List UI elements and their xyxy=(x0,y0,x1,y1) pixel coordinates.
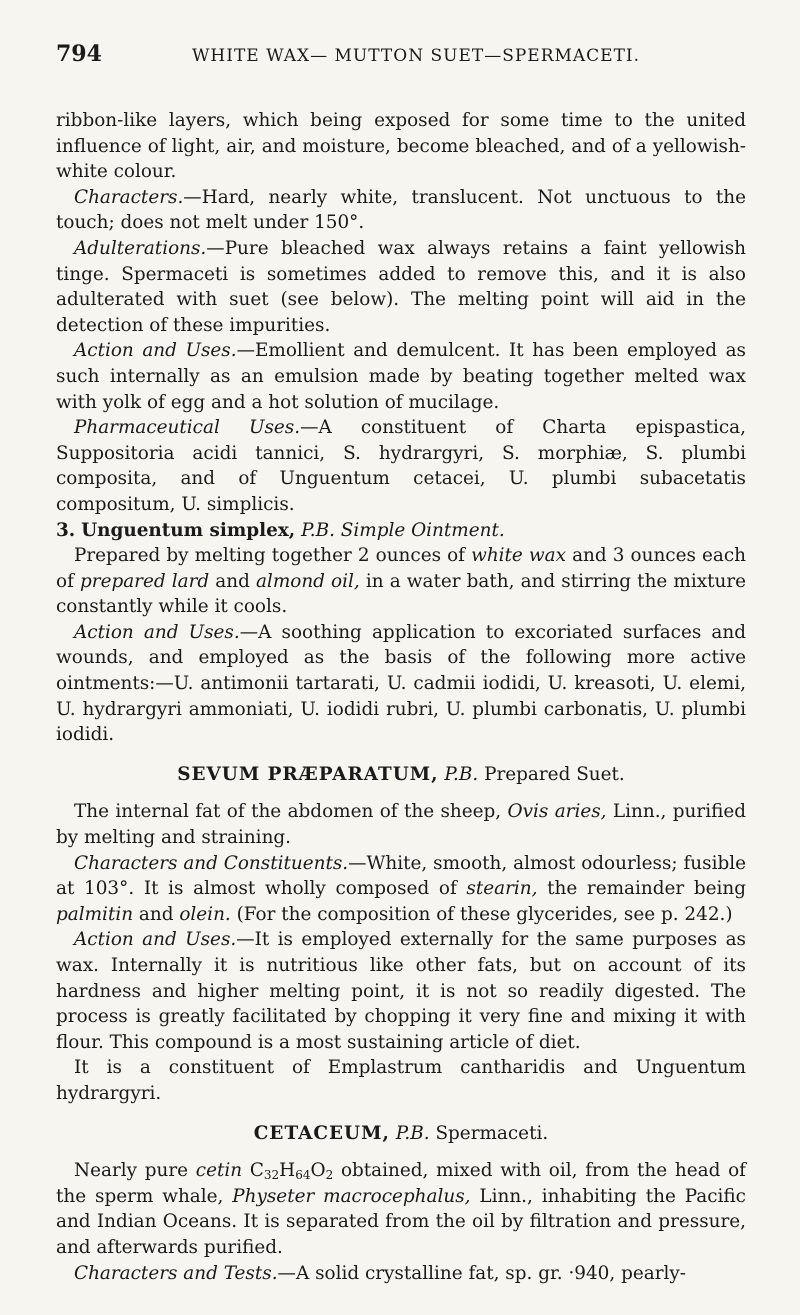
sevum-action-text: —It is employed externally for the same purposes as wax. Internally it is nutritious like other fats, but on account of its hardness and higher melting point, it is not so readily digested. The process is greatly facilitated by chopping it very fine and mixing it with flour. This compound is a most sustaining article of diet. xyxy=(56,929,746,1053)
sevum-heading-english: Prepared Suet. xyxy=(484,763,625,785)
cetaceum-heading-title: CETACEUM, xyxy=(253,1122,390,1144)
cetaceum-characters xyxy=(56,1261,746,1287)
sevum-heading xyxy=(56,762,746,788)
wax-continuation: ribbon-like layers, which being exposed for some time to the united influence of light, air, and moisture, become bleached, and of a yellowish-white colour. xyxy=(56,110,746,183)
running-title: WHITE WAX— MUTTON SUET—SPERMACETI. xyxy=(191,46,641,66)
formula-h-sub: 64 xyxy=(295,1168,311,1183)
prep-text-1: Prepared by melting together 2 ounces of xyxy=(74,545,472,567)
formula-o-sub: 2 xyxy=(325,1168,334,1183)
cetaceum-intro xyxy=(56,1158,746,1260)
cetaceum-heading xyxy=(56,1121,746,1147)
cetin-formula xyxy=(250,1160,333,1181)
unguentum-pb: P.B. xyxy=(301,519,335,541)
sevum-stearin: stearin, xyxy=(466,878,538,900)
unguentum-name: Unguentum simplex, xyxy=(81,519,296,541)
sevum-char-2: the remainder being xyxy=(537,878,746,900)
wax-pharm-label: Pharmaceutical Uses. xyxy=(74,417,301,439)
page-number: 794 xyxy=(56,41,102,67)
formula-c-sub: 32 xyxy=(263,1168,280,1183)
unguentum-action-text: —A soothing application to excoriated surfaces and wounds, and employed as the basis of the following more active ointments:—U. antimonii tartarati, U. cadmii iodidi, U. kreasoti, U. elemi, U. hydrargyri ammoniati, U. iodidi rubri, U. plumbi carbonatis, U. plumbi iodidi. xyxy=(56,621,747,746)
wax-characters-text: —Hard, nearly white, translucent. Not unctuous to the touch; does not melt under 150°. xyxy=(56,186,746,234)
cetaceum-heading-pb: P.B. xyxy=(395,1122,430,1144)
wax-adulterations xyxy=(56,236,746,338)
cetaceum-characters-label: Characters and Tests. xyxy=(74,1262,278,1284)
sevum-intro-1: The internal fat of the abdomen of the sheep, xyxy=(74,801,508,823)
prep-almond-oil: almond oil, xyxy=(255,570,360,592)
formula-c: C xyxy=(249,1160,264,1182)
sevum-char-4: (For the composition of these glycerides, see p. 242.) xyxy=(230,903,733,925)
sevum-action xyxy=(56,927,746,1055)
formula-o: O xyxy=(310,1160,326,1182)
unguentum-preparation xyxy=(56,543,746,620)
cetaceum-cetin: cetin xyxy=(195,1160,243,1182)
sevum-olein: olein. xyxy=(179,903,231,925)
sevum-char-1: —White, smooth, almost odourless; fusible at 103°. It is almost wholly composed of xyxy=(56,852,746,900)
cetaceum-heading-english: Spermaceti. xyxy=(435,1122,549,1144)
sevum-action-label: Action and Uses. xyxy=(74,929,237,951)
wax-characters-label: Characters. xyxy=(74,186,184,208)
unguentum-heading xyxy=(56,518,746,544)
wax-action-text: —Emollient and demulcent. It has been employed as such internally as an emulsion made by beating together melted wax with yolk of egg and a hot solution of mucilage. xyxy=(56,340,746,413)
sevum-constituent: It is a constituent of Emplastrum cantharidis and Unguentum hydrargyri. xyxy=(56,1057,746,1104)
cetaceum-species: Physeter macrocephalus, xyxy=(232,1185,471,1207)
sevum-intro-2: Linn., purified by melting and straining. xyxy=(56,801,746,849)
cetaceum-characters-text: —A solid crystalline fat, sp. gr. ·940, pearly- xyxy=(277,1262,686,1284)
wax-pharm-text: —A constituent of Charta epispastica, Suppositoria acidi tannici, S. hydrargyri, S. morphiæ, S. plumbi composita, and of Unguentum cetacei, U. plumbi subacetatis compositum, U. simplicis. xyxy=(56,417,746,515)
sevum-species: Ovis aries, xyxy=(507,801,607,823)
sevum-heading-title: SEVUM PRÆPARATUM, xyxy=(177,763,439,785)
unguentum-english: Simple Ointment. xyxy=(340,519,505,541)
running-head xyxy=(56,42,746,82)
wax-adulterations-text: —Pure bleached wax always retains a faint yellowish tinge. Spermaceti is sometimes added to remove this, and it is also adulterated with suet (see below). The melting point will aid in the detection of these impurities. xyxy=(56,237,746,336)
formula-h: H xyxy=(279,1160,296,1182)
wax-adulterations-label: Adulterations. xyxy=(74,237,207,259)
prep-text-3: and xyxy=(209,570,256,592)
cetaceum-intro-1: Nearly pure xyxy=(74,1160,196,1182)
prep-text-4: in a water bath, and stirring the mixture constantly while it cools. xyxy=(56,570,747,618)
wax-pharmaceutical xyxy=(56,415,746,517)
sevum-heading-pb: P.B. xyxy=(444,763,479,785)
book-page xyxy=(56,42,746,1286)
cetaceum-intro-2: obtained, mixed with oil, from the head of the sperm whale, xyxy=(56,1160,746,1207)
unguentum-number: 3. xyxy=(56,519,76,541)
prep-lard: prepared lard xyxy=(80,570,210,592)
unguentum-action xyxy=(56,620,746,748)
wax-action-label: Action and Uses. xyxy=(74,340,237,362)
sevum-characters-label: Characters and Constituents. xyxy=(74,852,349,874)
sevum-char-3: and xyxy=(133,903,180,925)
unguentum-action-label: Action and Uses. xyxy=(74,621,240,643)
prep-text-2: and 3 ounces each of xyxy=(56,545,746,592)
sevum-palmitin: palmitin xyxy=(56,903,134,925)
cetaceum-intro-3: Linn., inhabiting the Pacific and Indian Oceans. It is separated from the oil by filtration and pressure, and afterwards purified. xyxy=(56,1185,746,1258)
wax-characters xyxy=(56,185,746,236)
sevum-intro xyxy=(56,799,746,850)
sevum-characters xyxy=(56,851,746,928)
wax-action xyxy=(56,338,746,415)
prep-white-wax: white wax xyxy=(471,545,566,567)
